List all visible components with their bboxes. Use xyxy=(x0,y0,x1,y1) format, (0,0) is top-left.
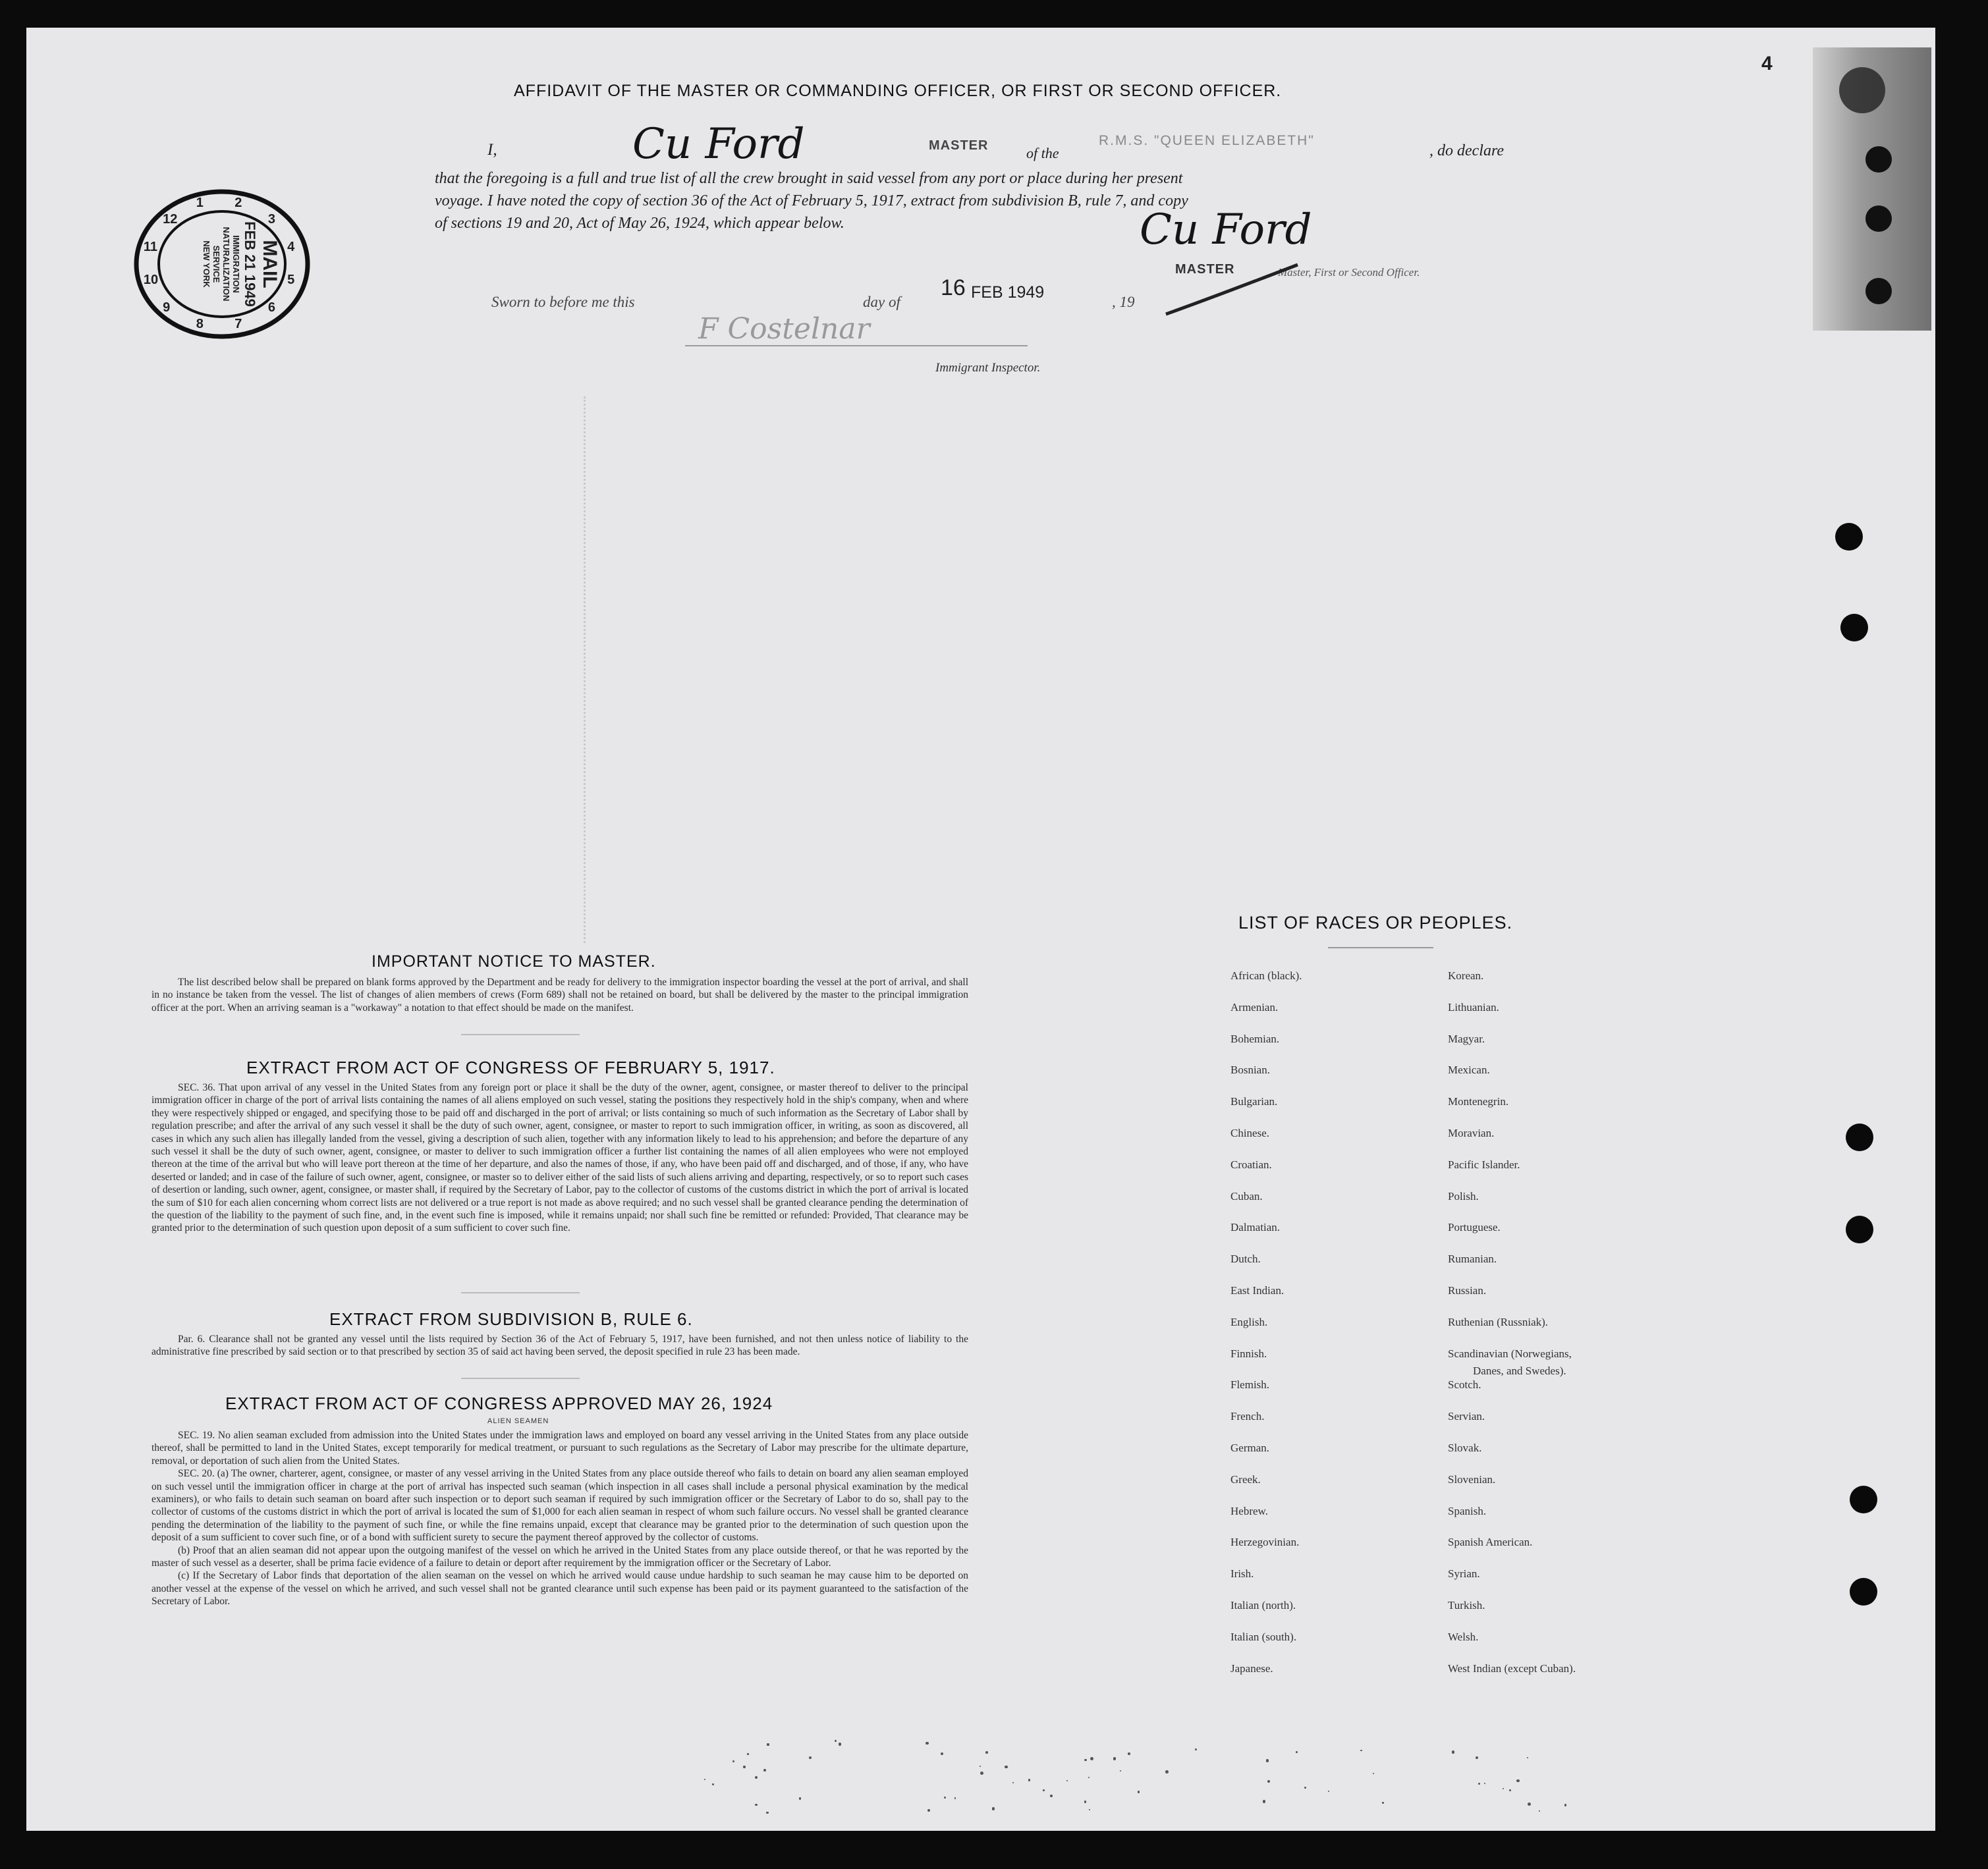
speck xyxy=(980,1772,983,1775)
race-item: Japanese. xyxy=(1230,1662,1273,1675)
speck xyxy=(941,1752,943,1755)
race-item: Bosnian. xyxy=(1230,1064,1270,1076)
subdiv-b-title: EXTRACT FROM SUBDIVISION B, RULE 6. xyxy=(329,1309,693,1329)
speck xyxy=(767,1743,769,1745)
speck xyxy=(1382,1802,1384,1804)
race-item: Italian (south). xyxy=(1230,1631,1297,1643)
stamp-line-3: SERVICE xyxy=(211,245,221,283)
extract-1924-body xyxy=(152,1429,968,1608)
scan-blot xyxy=(1839,67,1885,113)
speck xyxy=(1516,1779,1519,1782)
speck xyxy=(1373,1773,1374,1774)
race-item: Servian. xyxy=(1448,1410,1485,1422)
speck xyxy=(1267,1780,1270,1783)
race-item: Slovak. xyxy=(1448,1442,1482,1454)
stamp-ring-digit: 7 xyxy=(235,316,242,331)
speck xyxy=(1304,1787,1306,1789)
speck xyxy=(755,1776,758,1779)
race-item: Flemish. xyxy=(1230,1378,1270,1391)
race-item: East Indian. xyxy=(1230,1284,1284,1297)
punch-hole xyxy=(1865,205,1892,232)
speck xyxy=(954,1797,956,1799)
inspector-signature: F Costelnar xyxy=(698,312,870,346)
notice-body: The list described below shall be prepared on blank forms approved by the Department and be ready for delivery to the immigration inspector boarding the vessel at the port of arrival, and shall in no instance be taken from the vessel. The list of changes of alien members of crews (Form 689) shall not be retained on board, but shall be delivered by the master to the principal immigration officer at the port. When an arriving seaman is a "workaway" a notation to that effect should be made on the manifest. xyxy=(152,977,968,1014)
stamp-ring-digit: 3 xyxy=(267,211,276,227)
speck xyxy=(1478,1783,1480,1785)
of-the-label: of the xyxy=(1026,145,1059,161)
speck xyxy=(1113,1757,1117,1760)
speck xyxy=(704,1779,705,1780)
race-item: Slovenian. xyxy=(1448,1473,1496,1486)
race-item: Lithuanian. xyxy=(1448,1001,1499,1014)
race-item: Mexican. xyxy=(1448,1064,1490,1076)
speck xyxy=(1043,1789,1045,1791)
speck xyxy=(1564,1804,1566,1806)
punch-hole xyxy=(1846,1124,1873,1151)
sec-19: SEC. 19. No alien seaman excluded from admission into the United States under the immigration laws and employed on board any vessel arriving in the United States from any place outside thereof, shall be permitted to land in the United States, except temporarily for medical treatment, or pursuant to such regulations as the Secretary of Labor may prescribe for the ultimate departure, removal, or deportation of such alien from the United States. xyxy=(152,1430,968,1467)
affidavit-line-2: that the foregoing is a full and true list of all the crew brought in said vessel from any port or place during her present xyxy=(435,170,1183,187)
race-item: Dutch. xyxy=(1230,1253,1261,1265)
officer-signature: Cu Ford xyxy=(1140,205,1312,254)
race-item: French. xyxy=(1230,1410,1265,1422)
speck xyxy=(1195,1748,1197,1750)
stamp-ring-digit: 10 xyxy=(143,272,159,287)
race-item: Herzegovinian. xyxy=(1230,1536,1300,1548)
races-title: LIST OF RACES OR PEOPLES. xyxy=(1238,913,1513,933)
stamp-line-2: NATURALIZATION xyxy=(221,227,231,302)
speck xyxy=(1165,1770,1169,1774)
do-declare: , do declare xyxy=(1429,142,1505,159)
signature-underline xyxy=(1159,252,1304,324)
affidavit-title: AFFIDAVIT OF THE MASTER OR COMMANDING OFFICER, OR FIRST OR SECOND OFFICER. xyxy=(514,82,1282,100)
stamp-ring-digit: 9 xyxy=(163,300,171,315)
punch-hole xyxy=(1850,1486,1877,1513)
speck xyxy=(1452,1750,1454,1753)
extract-1924-subtitle: ALIEN SEAMEN xyxy=(487,1417,549,1425)
stamp-ring-digit: 8 xyxy=(196,316,204,331)
race-item: Polish. xyxy=(1448,1190,1479,1203)
race-item: Finnish. xyxy=(1230,1347,1267,1360)
extract-1924-title: EXTRACT FROM ACT OF CONGRESS APPROVED MAY 26, 1924 xyxy=(225,1394,773,1413)
speck xyxy=(1527,1757,1528,1758)
punch-hole xyxy=(1846,1216,1873,1243)
speck xyxy=(743,1766,745,1768)
speck xyxy=(1066,1780,1068,1782)
race-item: Croatian. xyxy=(1230,1158,1272,1171)
master-stamp: MASTER xyxy=(929,138,989,153)
race-item: Italian (north). xyxy=(1230,1599,1296,1612)
speck xyxy=(1263,1800,1266,1803)
race-item: Dalmatian. xyxy=(1230,1221,1281,1233)
speck xyxy=(755,1804,757,1806)
speck xyxy=(1090,1757,1093,1760)
punch-hole xyxy=(1840,614,1868,641)
speck xyxy=(1005,1766,1007,1768)
scan-edge-shadow xyxy=(1813,47,1931,331)
punch-hole xyxy=(1865,278,1892,304)
scan-specks xyxy=(685,1740,1607,1819)
race-scandinavian-continued: Danes, and Swedes). xyxy=(1473,1365,1566,1377)
speck xyxy=(925,1742,929,1745)
speck xyxy=(1012,1782,1014,1783)
master-stamp-2: MASTER xyxy=(1175,262,1235,277)
speck xyxy=(1484,1783,1485,1784)
speck xyxy=(1028,1779,1030,1781)
punch-hole xyxy=(1850,1578,1877,1606)
speck xyxy=(835,1740,836,1741)
races-right-column xyxy=(1448,969,1685,1720)
race-item: Ruthenian (Russniak). xyxy=(1448,1316,1549,1328)
race-item: English. xyxy=(1230,1316,1268,1328)
race-item: African (black). xyxy=(1230,969,1302,982)
speck xyxy=(1328,1791,1329,1792)
vessel-name: R.M.S. "QUEEN ELIZABETH" xyxy=(1099,133,1315,148)
speck xyxy=(763,1769,766,1772)
race-item: Irish. xyxy=(1230,1567,1254,1580)
divider xyxy=(461,1034,580,1035)
race-item: Turkish. xyxy=(1448,1599,1485,1612)
speck xyxy=(1266,1759,1269,1762)
stamp-date: FEB 21 1949 xyxy=(242,221,258,307)
affidavit-line-3: voyage. I have noted the copy of section 36 of the Act of February 5, 1917, extract from subdivision B, rule 7, and copy xyxy=(435,192,1188,209)
extract-1917-body: SEC. 36. That upon arrival of any vessel in the United States from any foreign port or place it shall be the duty of the owner, agent, consignee, or master thereof to deliver to the principal immigration officer in charge of the port of arrival lists containing the names of all aliens employed on such vessel, stating the positions they respectively hold in the ship's company, when and where they were respectively shipped or engaged, and specifying those to be paid off and discharged in the port of arrival; or lists containing so much of such information as the Secretary of Labor shall by regulation prescribe; and after the arrival of any such vessel it shall be the duty of such owner, agent, consignee, or master to report to such immigration officer, in writing, as soon as discovered, all cases in which any such alien has illegally landed from the vessel, giving a description of such alien, together with any information likely to lead to his apprehension; and before the departure of any such vessel it shall be the duty of such owner, agent, consignee, or master to deliver to such immigration officer a further list containing the names of all alien employees who were not employed thereon at the time of the arrival but who will leave port thereon at the time of her departure, and also the names of those, if any, who have been paid off and discharged, and of those, if any, who have deserted or landed; and in case of the failure of such owner, agent, consignee, or master so to deliver either of the said lists of such aliens arriving and departing, respectively, or so to report such cases of desertion or landing, such owner, agent, consignee, or master shall, if required by the Secretary of Labor, pay to the collector of customs of the customs district in which the port of arrival is located the sum of $10 for each alien concerning whom correct lists are not delivered or a true report is not made as above required; and no such vessel shall be granted clearance pending the determination of the question of the liability to the payment of such fine, and, in the event such fine is imposed, while it remains unpaid; nor shall such fine be remitted or refunded: Provided, That clearance may be granted prior to the determination of such question upon deposit of a sum sufficient to cover such fine. xyxy=(152,1082,968,1234)
race-item: German. xyxy=(1230,1442,1270,1454)
stamp-ring-digit: 2 xyxy=(235,196,242,211)
speck xyxy=(1509,1789,1511,1791)
speck xyxy=(1120,1770,1121,1772)
race-item: Cuban. xyxy=(1230,1190,1263,1203)
race-item: Rumanian. xyxy=(1448,1253,1497,1265)
punch-hole xyxy=(1865,146,1892,173)
race-item: Bohemian. xyxy=(1230,1033,1280,1045)
sec-20b: (b) Proof that an alien seaman did not appear upon the outgoing manifest of the vessel on which he arrived in the United States from any place outside thereof, or that he was reported by the master of such vessel as a deserter, shall be prima facie evidence of a failure to detain or deport after requirement by the immigration officer or the Secretary of Labor. xyxy=(152,1544,968,1569)
divider xyxy=(461,1378,580,1379)
race-item: Bulgarian. xyxy=(1230,1095,1278,1108)
stamp-ring-digit: 4 xyxy=(287,240,295,255)
stamp-line-1: IMMIGRATION xyxy=(231,235,241,293)
punch-hole xyxy=(1835,523,1863,551)
document-page xyxy=(26,28,1935,1831)
races-left-column xyxy=(1230,969,1428,1720)
immigration-stamp xyxy=(133,188,311,340)
stamp-ring-digit: 6 xyxy=(267,300,276,315)
stamp-ring-digit: 5 xyxy=(287,272,295,287)
speck xyxy=(712,1783,714,1785)
speck xyxy=(1138,1791,1140,1793)
speck xyxy=(1528,1802,1531,1806)
race-item: Portuguese. xyxy=(1448,1221,1501,1233)
speck xyxy=(1503,1788,1504,1789)
speck xyxy=(1089,1809,1090,1810)
stamp-center xyxy=(163,215,281,313)
race-item: Hebrew. xyxy=(1230,1505,1268,1517)
speck xyxy=(1476,1756,1478,1759)
officer-caption: Master, First or Second Officer. xyxy=(1278,266,1420,279)
subdiv-b-body: Par. 6. Clearance shall not be granted any vessel until the lists required by Section 36 of the Act of February 5, 1917, have been furnished, and not then unless notice of liability to the administrative fine prescribed by said section or to that prescribed by section 35 of said act having been served, the deposit specified in rule 23 has been made. xyxy=(152,1334,968,1358)
speck xyxy=(1128,1752,1130,1755)
speck xyxy=(766,1812,768,1814)
race-item: Scotch. xyxy=(1448,1378,1481,1391)
speck xyxy=(927,1809,930,1812)
divider xyxy=(461,1292,580,1293)
stamp-ring-digit: 1 xyxy=(196,196,204,211)
stamp-line-4: NEW YORK xyxy=(202,240,211,288)
speck xyxy=(1539,1810,1540,1812)
stamp-mail-word: MAIL xyxy=(259,240,281,288)
inspector-signature-line xyxy=(685,345,1028,346)
date-stamp-rest: FEB 1949 xyxy=(971,283,1045,302)
race-item: Spanish. xyxy=(1448,1505,1487,1517)
race-item: Welsh. xyxy=(1448,1631,1479,1643)
speck xyxy=(799,1797,801,1799)
speck xyxy=(1296,1751,1298,1753)
speck xyxy=(1050,1795,1053,1797)
race-item: Pacific Islander. xyxy=(1448,1158,1520,1171)
speck xyxy=(1088,1777,1090,1779)
race-item: Greek. xyxy=(1230,1473,1261,1486)
speck xyxy=(1084,1759,1086,1761)
race-item: Montenegrin. xyxy=(1448,1095,1509,1108)
stamp-ring-digit: 12 xyxy=(163,211,178,227)
speck xyxy=(1084,1801,1086,1802)
speck xyxy=(944,1797,946,1799)
speck xyxy=(985,1751,988,1754)
speck xyxy=(992,1807,995,1810)
race-item: Chinese. xyxy=(1230,1127,1270,1139)
speck xyxy=(980,1766,981,1767)
race-item: Korean. xyxy=(1448,969,1484,982)
sec-20a: SEC. 20. (a) The owner, charterer, agent, consignee, or master of any vessel arriving in the United States from any place outside thereof who fails to detain on board any alien seaman employed on such vessel until the immigration officer in charge at the port of arrival has inspected such seaman (which inspection in all cases shall include a personal physical examination by the medical examiners), or who fails to detain such seaman on board after such inspection or to deport such seaman if required by such immigration officer or the Secretary of Labor to do so, shall pay to the collector of customs of the customs district in which the port of arrival is located the sum of $1,000 for each alien seaman in respect of whom such failure occurs. No vessel shall be granted clearance pending the determination of the liability to the payment of such fine, or while the fine remains unpaid, except that clearance may be granted prior to the determination of such question upon the deposit of a sum sufficient to cover such fine, or of a bond with sufficient surety to secure the payment thereof approved by the collector of customs. xyxy=(152,1468,968,1544)
affidavit-line-4: of sections 19 and 20, Act of May 26, 1924, which appear below. xyxy=(435,215,844,232)
race-item: Magyar. xyxy=(1448,1033,1485,1045)
day-of-label: day of xyxy=(863,294,900,310)
speck xyxy=(747,1753,748,1754)
i-label: I, xyxy=(487,141,497,159)
stamp-ring-digit: 11 xyxy=(143,240,157,255)
year-suffix: , 19 xyxy=(1112,294,1135,310)
race-item: Syrian. xyxy=(1448,1567,1480,1580)
race-item: Armenian. xyxy=(1230,1001,1279,1014)
races-title-underline xyxy=(1328,947,1433,948)
sec-20c: (c) If the Secretary of Labor finds that deportation of the alien seaman on the vessel on which he arrived would cause undue hardship to such seaman he may cause him to be deported on another vessel at the expense of the vessel on which he arrived, and such vessel shall not be granted clearance until such expense has been paid or its payment guaranteed to the satisfaction of the Secretary of Labor. xyxy=(152,1570,968,1608)
race-item: Spanish American. xyxy=(1448,1536,1533,1548)
sworn-text: Sworn to before me this xyxy=(491,294,635,310)
master-signature: Cu Ford xyxy=(632,120,805,169)
race-item: Scandinavian (Norwegians, xyxy=(1448,1347,1572,1360)
inspector-caption: Immigrant Inspector. xyxy=(935,361,1041,375)
extract-1917-title: EXTRACT FROM ACT OF CONGRESS OF FEBRUARY 5, 1917. xyxy=(246,1058,775,1077)
race-item: Moravian. xyxy=(1448,1127,1495,1139)
speck xyxy=(839,1743,841,1745)
speck xyxy=(732,1760,734,1762)
race-item: Russian. xyxy=(1448,1284,1487,1297)
race-item: West Indian (except Cuban). xyxy=(1448,1662,1576,1675)
page-number: 4 xyxy=(1761,53,1773,74)
center-fold-line xyxy=(584,396,586,943)
speck xyxy=(809,1756,812,1759)
notice-title: IMPORTANT NOTICE TO MASTER. xyxy=(372,952,656,971)
date-stamp-day: 16 xyxy=(941,275,966,300)
speck xyxy=(1360,1750,1362,1752)
